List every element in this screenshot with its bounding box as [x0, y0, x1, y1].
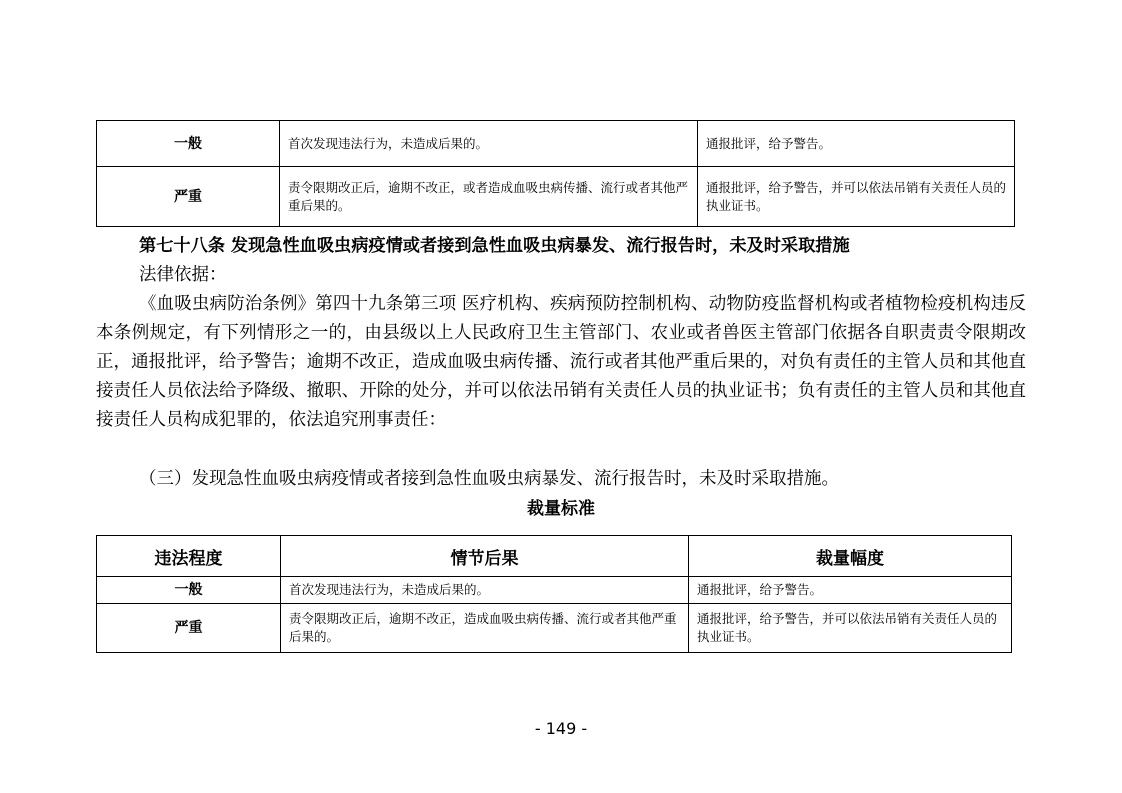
circumstance-cell: 首次发现违法行为，未造成后果的。	[280, 121, 698, 167]
previous-standard-table	[96, 120, 1015, 227]
discretion-standard-table	[96, 535, 1012, 653]
legal-basis-label: 法律依据：	[139, 265, 227, 285]
circumstance-cell: 首次发现违法行为，未造成后果的。	[281, 577, 689, 604]
penalty-cell: 通报批评，给予警告。	[689, 577, 1012, 604]
circumstance-cell: 责令限期改正后，逾期不改正，或者造成血吸虫病传播、流行或者其他严重后果的。	[280, 167, 698, 227]
table-row	[97, 167, 1015, 227]
header-circumstance: 情节后果	[281, 536, 689, 577]
level-cell: 严重	[97, 604, 281, 653]
table-row	[97, 604, 1012, 653]
header-penalty: 裁量幅度	[689, 536, 1012, 577]
table-row	[97, 577, 1012, 604]
table-row	[97, 121, 1015, 167]
penalty-cell: 通报批评，给予警告，并可以依法吊销有关责任人员的执业证书。	[698, 167, 1015, 227]
level-cell: 一般	[97, 577, 281, 604]
header-level: 违法程度	[97, 536, 281, 577]
violation-item: （三）发现急性血吸虫病疫情或者接到急性血吸虫病暴发、流行报告时，未及时采取措施。	[139, 469, 839, 489]
level-cell: 一般	[97, 121, 280, 167]
penalty-cell: 通报批评，给予警告。	[698, 121, 1015, 167]
circumstance-cell: 责令限期改正后，逾期不改正，造成血吸虫病传播、流行或者其他严重后果的。	[281, 604, 689, 653]
article-title: 第七十八条 发现急性血吸虫病疫情或者接到急性血吸虫病暴发、流行报告时，未及时采取措施	[139, 236, 850, 256]
table-header-row	[97, 536, 1012, 577]
legal-basis-text: 《血吸虫病防治条例》第四十九条第三项 医疗机构、疾病预防控制机构、动物防疫监督机构或者植物检疫机构违反本条例规定，有下列情形之一的，由县级以上人民政府卫生主管部门、农业或者兽医主管部门依据各自职责责令限期改正，通报批评，给予警告；逾期不改正，造成血吸虫病传播、流行或者其他严重后果的，对负有责任的主管人员和其他直接责任人员依法给予降级、撤职、开除的处分，并可以依法吊销有关责任人员的执业证书；负有责任的主管人员和其他直接责任人员构成犯罪的，依法追究刑事责任：	[96, 294, 1026, 430]
standard-title: 裁量标准	[527, 499, 595, 519]
level-cell: 严重	[97, 167, 280, 227]
penalty-cell: 通报批评，给予警告，并可以依法吊销有关责任人员的执业证书。	[689, 604, 1012, 653]
page-number: - 149 -	[534, 719, 588, 738]
